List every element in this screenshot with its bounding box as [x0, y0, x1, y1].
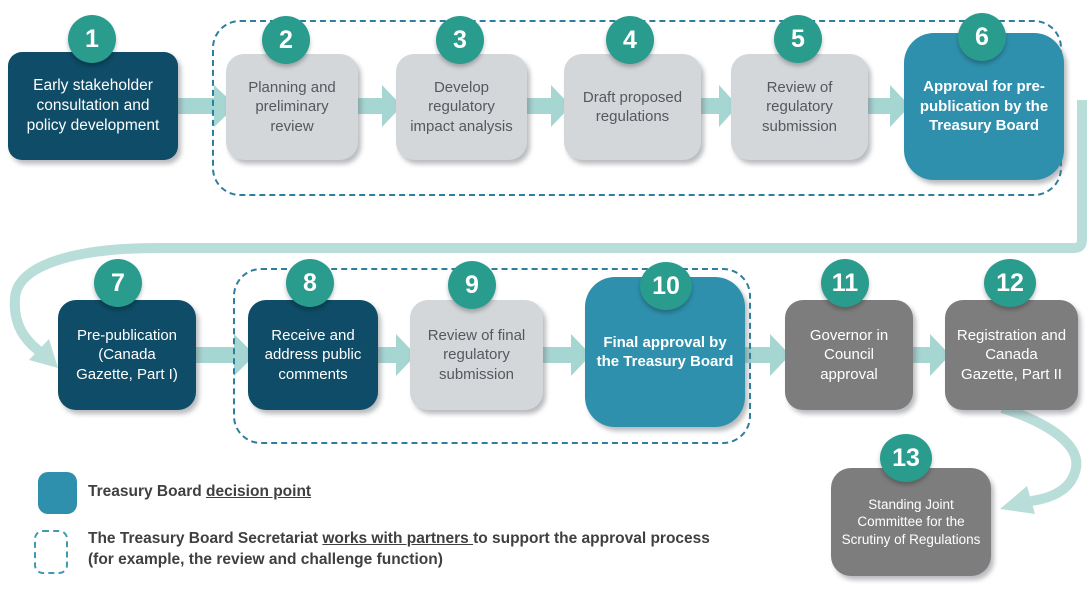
connector-12-to-13 — [1002, 408, 1076, 501]
step-6-number-badge: 6 — [958, 13, 1006, 61]
step-11-label: Governor in Council approval — [809, 326, 889, 383]
step-5-review-of-regulatory-submission — [731, 54, 868, 160]
step-12-label: Registration and Canada Gazette, Part II — [956, 326, 1067, 383]
step-9-review-of-final-regulatory-submission — [410, 300, 543, 410]
step-7-number-badge: 7 — [94, 259, 142, 307]
step-2-label: Planning and preliminary review — [248, 78, 336, 135]
step-1-label: Early stakeholder consultation and policy development — [26, 76, 160, 135]
step-8-receive-address-public-comments — [248, 300, 378, 410]
legend-secretariat-swatch — [34, 530, 68, 574]
step-11-number-badge: 11 — [821, 259, 869, 307]
step-13-standing-joint-committee — [831, 468, 991, 576]
step-8-label: Receive and address public comments — [264, 326, 362, 383]
step-9-label: Review of final regulatory submission — [427, 326, 526, 383]
step-1-early-stakeholder-consultation — [8, 52, 178, 160]
step-7-pre-publication-gazette-part-1 — [58, 300, 196, 410]
step-4-label: Draft proposed regulations — [582, 88, 683, 125]
step-8-number-badge: 8 — [286, 259, 334, 307]
legend-decision-pre: Treasury Board — [88, 483, 207, 500]
step-5-number-badge: 5 — [774, 15, 822, 63]
step-2-number-badge: 2 — [262, 16, 310, 64]
step-13-number-badge: 13 — [880, 434, 932, 482]
step-4-draft-proposed-regulations — [564, 54, 701, 160]
step-11-governor-in-council-approval — [785, 300, 913, 410]
legend-decision-underlined: decision point — [206, 483, 312, 500]
legend-secretariat-pre: The Treasury Board Secretariat — [88, 530, 323, 547]
step-5-label: Review of regulatory submission — [761, 78, 838, 135]
step-4-number-badge: 4 — [606, 16, 654, 64]
step-3-develop-regulatory-impact-analysis — [396, 54, 527, 160]
step-12-number-badge: 12 — [984, 259, 1036, 307]
step-1-number-badge: 1 — [68, 15, 116, 63]
flow-arrow-11-12 — [909, 334, 950, 376]
legend-decision-point-label — [88, 483, 311, 501]
connector-12-to-13-arrowhead — [1000, 486, 1035, 514]
step-10-label: Final approval by the Treasury Board — [596, 333, 734, 370]
step-3-number-badge: 3 — [436, 16, 484, 64]
step-9-number-badge: 9 — [448, 261, 496, 309]
step-12-registration-gazette-part-2 — [945, 300, 1078, 410]
legend-secretariat-post: to support the approval process — [473, 530, 710, 547]
legend-decision-point-swatch — [38, 472, 77, 514]
step-3-label: Develop regulatory impact analysis — [410, 78, 513, 135]
step-6-label: Approval for pre-publication by the Treasury Board — [919, 78, 1049, 135]
step-13-label: Standing Joint Committee for the Scrutiny of Regulations — [841, 496, 981, 547]
step-2-planning-preliminary-review — [226, 54, 358, 160]
legend-secretariat-label — [88, 528, 778, 570]
legend-secretariat-line2: (for example, the review and challenge function) — [88, 551, 443, 568]
step-10-number-badge: 10 — [640, 262, 692, 310]
step-7-label: Pre-publication (Canada Gazette, Part I) — [76, 326, 178, 383]
wrap-connector-arrowhead — [29, 339, 58, 368]
legend-secretariat-underlined: works with partners — [322, 530, 474, 547]
